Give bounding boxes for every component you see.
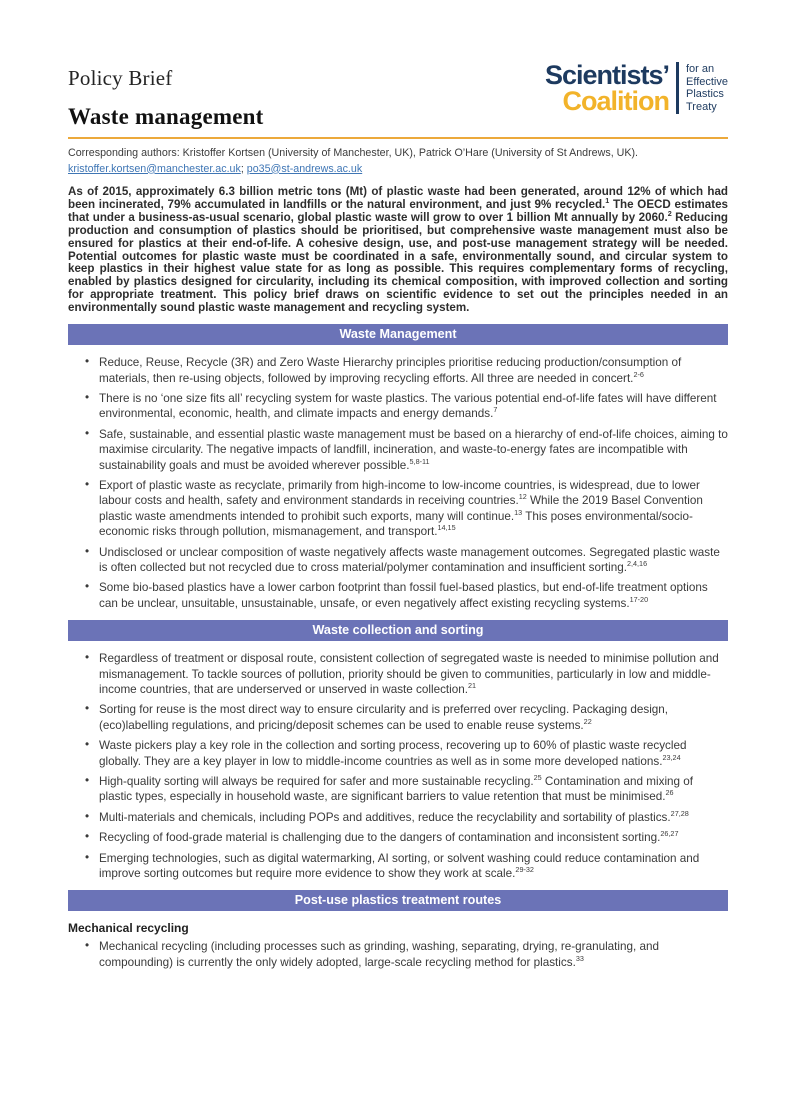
citation-superscript: 26,27 <box>660 829 679 839</box>
bullet-item: • Multi-materials and chemicals, including POPs and additives, reduce the recyclability and sortability of plastics.$^{27,28}$ <box>68 810 728 825</box>
citation-superscript: 29-32 <box>515 865 534 875</box>
citation-superscript: 23,24 <box>662 752 681 762</box>
citation-superscript: 5,8-11 <box>409 456 430 466</box>
author-email-link[interactable]: kristoffer.kortsen@manchester.ac.uk <box>68 162 241 175</box>
citation-superscript: 25 <box>533 773 542 783</box>
sections-container <box>68 324 728 970</box>
citation-superscript: 2 <box>667 208 672 218</box>
section-header-bar: Waste collection and sorting <box>68 620 728 641</box>
logo-tagline: for an Effective Plastics Treaty <box>686 63 728 113</box>
citation-superscript: 17-20 <box>629 594 649 604</box>
section-header-bar: Waste Management <box>68 324 728 345</box>
scientists-coalition-logo <box>545 60 728 114</box>
citation-superscript: 27,28 <box>670 808 689 818</box>
citation-superscript: 12 <box>518 492 527 502</box>
citation-superscript: 21 <box>468 681 477 691</box>
section-header-bar: Post-use plastics treatment routes <box>68 890 728 911</box>
bullet-item: • Reduce, Reuse, Recycle (3R) and Zero Waste Hierarchy principles prioritise reducing production/consumption of materials, then re-using objects, followed by improving recycling efforts. All three are needed in concert.$^{2-6}$ <box>68 355 728 386</box>
author-email-link[interactable]: po35@st-andrews.ac.uk <box>246 162 363 175</box>
citation-superscript: 14,15 <box>437 523 456 533</box>
bullet-list <box>68 355 728 611</box>
bullet-item: • Mechanical recycling (including processes such as grinding, washing, separating, drying, re-granulating, and compounding) is currently the only widely adopted, large-scale recycling method for plastics.$^{33}$ <box>68 939 728 970</box>
document-section <box>68 324 728 611</box>
intro-paragraph: As of 2015, approximately 6.3 billion metric tons (Mt) of plastic waste had been generated, around 12% of which had been incinerated, 79% accumulated in landfills or the natural environment, and just 9% recycled.$^1$ The OECD estimates that under a business-as-usual scenario, global plastic waste will grow to over 1 billion Mt annually by 2060.$^2$ Reducing production and consumption of plastics should be prioritised, but comprehensive waste management must also be ensured for plastics at their end-of-life. A cohesive design, use, and post-use management strategy will be needed. Potential outcomes for plastic waste must be coordinated in a safe, environmentally sound, and circular system to keep plastics in their highest value state for as long as possible. This requires complementary forms of recycling, enabled by plastics designed for circularity, including its chemical composition, with improved collection and sorting for appropriate treatment. This policy brief draws on scientific evidence to set out the principles needed in an environmentally sound plastic waste management and recycling system. <box>68 185 729 315</box>
bullet-item: • Emerging technologies, such as digital watermarking, AI sorting, or solvent washing could reduce contamination and improve sorting outcomes but require more evidence to show they work at scale.$^{29-32}$ <box>68 851 728 882</box>
bullet-item: • There is no ‘one size fits all’ recycling system for waste plastics. The various potential end-of-life fates will have different environmental, economic, health, and climate impacts and energy demands.$^7$ <box>68 391 728 422</box>
citation-superscript: 26 <box>665 788 674 798</box>
bullet-item: • Sorting for reuse is the most direct way to ensure circularity and is preferred over recycling. Packaging design, (eco)labelling regulations, and pricing/deposit schemes can be used to enable reuse systems.$^{22}$ <box>68 702 728 733</box>
logo-wordmark <box>545 62 669 114</box>
bullet-list <box>68 939 728 970</box>
logo-word-scientists: Scientists’ <box>544 60 669 90</box>
logo-word-coalition: Coalition <box>562 86 669 116</box>
bullet-item: • Recycling of food-grade material is challenging due to the dangers of contamination and inconsistent sorting.$^{26,27}$ <box>68 830 728 845</box>
header-divider-rule <box>68 137 728 139</box>
citation-superscript: 13 <box>514 507 523 517</box>
bullet-item: • High-quality sorting will always be required for safer and more sustainable recycling.$^{25}$ Contamination and mixing of plastic types, especially in household waste, are significant barriers to value retention that must be minimised.$^{26}$ <box>68 774 728 805</box>
author-emails: kristoffer.kortsen@manchester.ac.uk; po35@st-andrews.ac.uk <box>68 162 363 175</box>
bullet-item: • Waste pickers play a key role in the collection and sorting process, recovering up to 60% of plastic waste recycled globally. They are a key player in low to middle-income countries as well as in some more developed nations.$^{23,24}$ <box>68 738 728 769</box>
authors-line: Corresponding authors: Kristoffer Kortsen (University of Manchester, UK), Patrick O’Hare (University of St Andrews, UK). <box>68 147 639 159</box>
citation-superscript: 1 <box>605 196 610 206</box>
bullet-item: • Some bio-based plastics have a lower carbon footprint than fossil fuel-based plastics, but end-of-life treatment options can be unclear, unsuitable, unsustainable, unsafe, or even negatively affect existing recycling systems.$^{17-20}$ <box>68 580 728 611</box>
citation-superscript: 33 <box>575 953 584 963</box>
citation-superscript: 7 <box>493 405 498 415</box>
bullet-item: • Export of plastic waste as recyclate, primarily from high-income to low-income countries, is widespread, due to lower labour costs and health, safety and environment standards in receiving countries.$^{12}$ While the 2019 Basel Convention plastic waste amendments intended to prohibit such exports, many will continue.$^{13}$ This poses environmental/socio-economic risks through pollution, mismanagement, and transport.$^{14,15}$ <box>68 478 728 540</box>
bullet-list <box>68 651 728 881</box>
document-section <box>68 620 728 881</box>
citation-superscript: 22 <box>583 716 592 726</box>
document-section <box>68 890 728 970</box>
citation-superscript: 2-6 <box>633 369 644 379</box>
bullet-item: • Regardless of treatment or disposal route, consistent collection of segregated waste is needed to minimise pollution and mismanagement. To tackle sources of pollution, priority should be given to communities, particularly in low and middle-income countries, that are underserved or unserved in waste collection.$^{21}$ <box>68 651 728 697</box>
corresponding-authors <box>68 146 728 177</box>
bullet-item: • Undisclosed or unclear composition of waste negatively affects waste management outcomes. Segregated plastic waste is often collected but not recycled due to cross material/polymer contamination and insufficient sorting.$^{2,4,16}$ <box>68 545 728 576</box>
citation-superscript: 2,4,16 <box>626 559 648 569</box>
section-subheading: Mechanical recycling <box>68 921 189 936</box>
bullet-item: • Safe, sustainable, and essential plastic waste management must be based on a hierarchy of end-of-life choices, aiming to maximise circularity. The negative impacts of landfill, incineration, and waste-to-energy fates are incompatible with sustainability goals and must be avoided wherever possible.$^{5,8-11}$ <box>68 427 728 473</box>
title-block <box>68 60 263 130</box>
logo-divider <box>676 62 679 114</box>
document-type-label: Policy Brief <box>68 66 173 90</box>
document-title: Waste management <box>68 104 264 129</box>
document-header <box>68 60 728 130</box>
